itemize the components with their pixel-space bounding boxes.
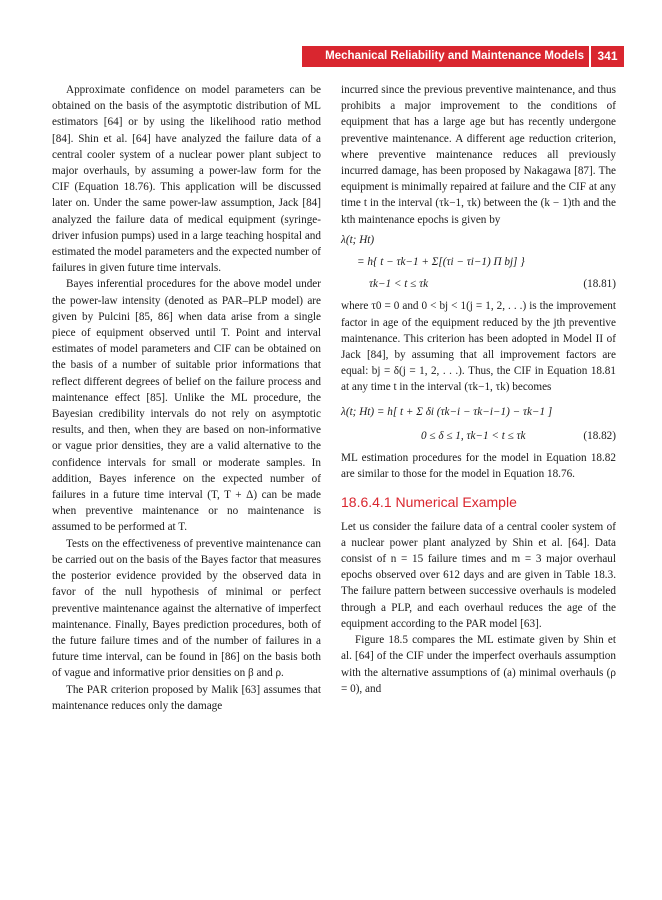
left-column xyxy=(52,82,321,714)
equation-18-81-body: = h{ t − τk−1 + Σ[(τi − τi−1) Π bj] } xyxy=(357,256,525,269)
equation-18-81-condition: τk−1 < t ≤ τk xyxy=(369,278,429,291)
left-paragraph-2: Bayes inferential procedures for the above model under the power-law intensity (denoted as PAR–PLP model) are given by Pulcini [85, 86] when data arise from a single piece of equipment observed until T. Point and interval estimates of model parameters and CIF can be obtained on the basis of a number of suitable prior informations that reflect different degrees of belief on the failure process and maintenance effect [85]. Unlike the ML procedure, the Bayesian credibility intervals do not rely on asymptotic results, and then, when they are based on non-informative or vague prior densities, they are a valid alternative to the confidence intervals for small or moderate samples. In addition, Bayes inference on the expected number of failures in a future time interval (T, T + Δ) can be made when preventive maintenance or no maintenance is assumed to be performed at T. xyxy=(52,278,321,534)
right-paragraph-2: where τ0 = 0 and 0 < bj < 1(j = 1, 2, . . .) is the improvement factor in age of the equipment reduced by the jth preventive maintenance. This criterion has been adopted in Model II of Jack [84], by assuming that all improvement factors are equal: bj = δ(j = 1, 2, . . .). Thus, the CIF in Equation 18.81 at any time t in the interval (τk−1, τk) becomes xyxy=(341,300,616,394)
running-header-title: Mechanical Reliability and Maintenance Models xyxy=(325,50,584,62)
equation-18-82 xyxy=(341,404,616,444)
equation-18-81-condition-row xyxy=(341,276,616,292)
page-number: 341 xyxy=(589,46,624,67)
equation-18-82-body: λ(t; Ht) = h[ t + Σ δi (τk−i − τk−i−1) − τk−1 ] xyxy=(341,405,553,418)
right-paragraph-3: ML estimation procedures for the model in Equation 18.82 are similar to those for the model in Equation 18.76. xyxy=(341,452,616,481)
right-paragraph-5: Figure 18.5 compares the ML estimate given by Shin et al. [64] of the CIF under the imperfect overhauls assumption with the alternative assumptions of (a) minimal overhauls (ρ = 0), and xyxy=(341,634,616,695)
equation-18-82-number: (18.82) xyxy=(583,429,616,442)
left-paragraph-4: The PAR criterion proposed by Malik [63] assumes that maintenance reduces only the damage xyxy=(52,683,321,712)
section-heading: 18.6.4.1 Numerical Example xyxy=(341,494,517,511)
equation-18-82-condition: 0 ≤ δ ≤ 1, τk−1 < t ≤ τk xyxy=(421,429,526,442)
right-paragraph-4: Let us consider the failure data of a central cooler system of a nuclear power plant analyzed by Shin et al. [64]. Data consist of n = 15 failure times and m = 3 major overhaul epochs observed over 612 days and are given in Table 18.3. The failure pattern between successive overhauls is modeled through a PLP, and each overhaul reduces the age of the equipment according to the PAR model [63]. xyxy=(341,520,616,630)
running-header xyxy=(302,46,624,67)
right-paragraph-1: incurred since the previous preventive maintenance, and thus prohibits a major improvement to the conditions of equipment that has a large age but has recently undergone preventive maintenance. A different age reduction criterion, where preventive maintenance reduces all previously incurred damage, has been proposed by Nakagawa [87]. The equipment is minimally repaired at failure and the CIF at any time t in the interval (τk−1, τk) between the (k − 1)th and the kth maintenance epochs is given by xyxy=(341,84,616,226)
left-paragraph-1: Approximate confidence on model parameters can be obtained on the basis of the asymptotic distribution of ML estimators [64] or by using the likelihood ratio method [84]. Shin et al. [64] have analyzed the failure data of a central cooler system of a nuclear power plant subject to major overhauls, by assuming a power-law form for the CIF (Equation 18.76). This application will be discussed later on. Under the same power-law assumption, Jack [84] analyzed the failure data of medical equipment (syringe-driver infusion pumps) used in a large teaching hospital and estimated the model parameters and the expected number of failures in given future time intervals. xyxy=(52,84,322,275)
equation-18-81-number: (18.81) xyxy=(583,278,616,291)
right-column xyxy=(341,82,616,697)
equation-18-81 xyxy=(341,232,616,293)
equation-18-81-lhs: λ(t; Ht) xyxy=(341,233,375,246)
left-paragraph-3: Tests on the effectiveness of preventive maintenance can be carried out on the basis of the Bayes factor that measures the posterior evidence provided by the observed data in favor of the null hypothesis of minimal or perfect preventive maintenance against the alternative of imperfect maintenance. Finally, Bayes prediction procedures, both of the future failure times and of the number of failures in a future time interval, can be found in [86] on the basis both of vague and informative prior densities on β and ρ. xyxy=(52,537,321,680)
equation-18-82-condition-row xyxy=(341,428,616,444)
